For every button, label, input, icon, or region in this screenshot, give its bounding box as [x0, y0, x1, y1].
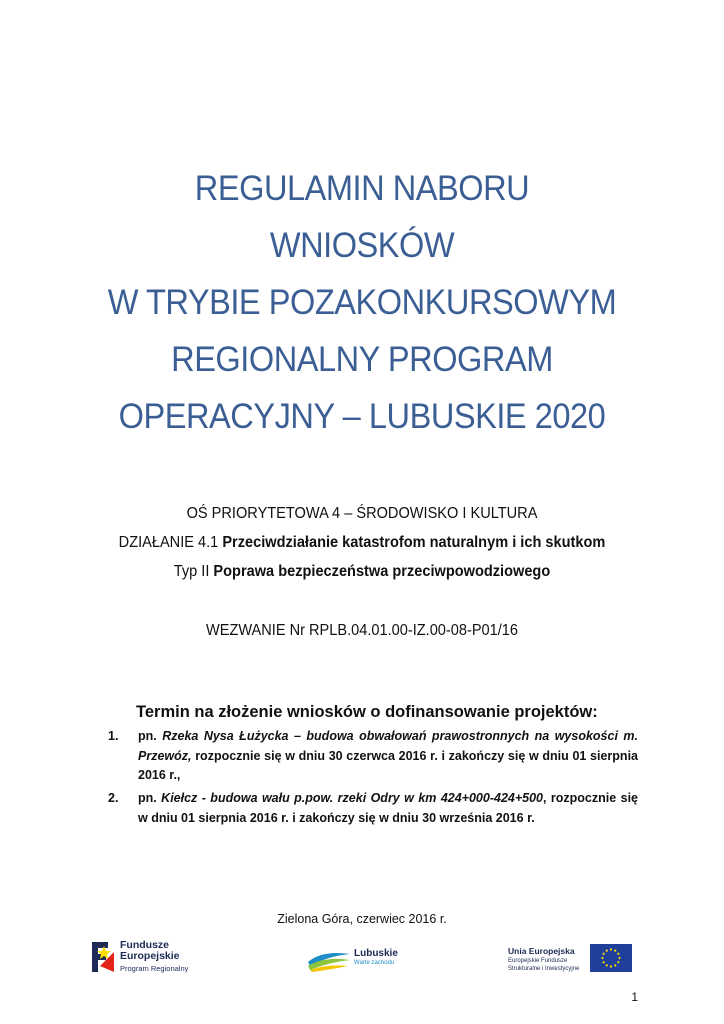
type-prefix: Typ II: [173, 563, 214, 580]
fundusze-europejskie-logo: [90, 938, 200, 978]
item-text: [138, 789, 638, 828]
eu-star-icon: [606, 950, 608, 952]
type-line: [22, 563, 703, 581]
eu-star-icon: [603, 961, 605, 963]
eu-line3: Strukturalne i Inwestycyjne: [508, 966, 580, 972]
eu-star-icon: [610, 965, 612, 967]
eu-star-icon: [614, 964, 616, 966]
eu-star-icon: [617, 953, 619, 955]
eu-flag-icon: [590, 944, 632, 972]
fe-line2: Europejskie: [120, 950, 180, 962]
lubuskie-logo: [306, 944, 406, 974]
eu-star-icon: [610, 948, 612, 950]
title-line: OPERACYJNY – LUBUSKIE 2020: [118, 397, 606, 436]
fe-line1: Fundusze: [120, 939, 169, 951]
eu-line2: Europejskie Fundusze: [508, 958, 568, 964]
item-project: Kiełcz - budowa wału p.pow. rzeki Odry w km 424+000-424+500: [161, 791, 544, 805]
document-title: [25, 160, 698, 445]
page-number: 1: [631, 990, 638, 1004]
eu-star-icon: [601, 957, 603, 959]
deadline-heading: Termin na złożenie wniosków o dofinansowanie projektów:: [136, 703, 598, 721]
action-prefix: DZIAŁANIE 4.1: [118, 534, 223, 551]
item-project: Rzeka Nysa Łużycka – budowa obwałowań prawostronnych na wysokości m. Przewóz,: [138, 729, 638, 763]
fe-star-icon: [90, 940, 116, 974]
title-line: REGIONALNY PROGRAM: [171, 340, 553, 379]
item-rest: rozpocznie się w dniu 30 czerwca 2016 r. i zakończy się w dniu 01 sierpnia 2016 r.,: [138, 748, 638, 782]
item-text: [138, 727, 638, 786]
eu-line1: Unia Europejska: [508, 946, 575, 956]
lubuskie-tagline: Warte zachodu: [354, 960, 395, 966]
call-number: WEZWANIE Nr RPLB.04.01.00-IZ.00-08-P01/16: [205, 622, 519, 639]
list-item: [108, 727, 638, 786]
footer-logos: [90, 938, 634, 978]
lubuskie-wave-icon: [306, 944, 352, 974]
item-prefix: pn.: [138, 791, 162, 805]
title-line: W TRYBIE POZAKONKURSOWYM: [107, 283, 617, 322]
action-name: Przeciwdziałanie katastrofom naturalnym i ich skutkom: [222, 534, 606, 551]
priority-axis: OŚ PRIORYTETOWA 4 – ŚRODOWISKO I KULTURA: [186, 505, 538, 522]
title-line: WNIOSKÓW: [269, 226, 455, 265]
fe-line3: Program Regionalny: [120, 964, 189, 973]
item-number: 1.: [108, 729, 119, 743]
title-line: REGULAMIN NABORU: [194, 169, 530, 208]
eu-star-icon: [618, 957, 620, 959]
place-date: Zielona Góra, czerwiec 2016 r.: [277, 912, 447, 926]
action-line: [22, 534, 703, 552]
eu-star-icon: [614, 950, 616, 952]
list-item: [108, 789, 638, 828]
lubuskie-name: Lubuskie: [354, 948, 398, 959]
unia-europejska-logo: [508, 938, 634, 978]
eu-star-icon: [603, 953, 605, 955]
eu-star-icon: [606, 964, 608, 966]
type-name: Poprawa bezpieczeństwa przeciwpowodziowego: [213, 563, 551, 580]
eu-star-icon: [617, 961, 619, 963]
item-rest: , rozpocznie się w dniu 01 sierpnia 2016 r. i zakończy się w dniu 30 września 2016 r.: [138, 791, 638, 825]
item-prefix: pn.: [138, 729, 163, 743]
item-number: 2.: [108, 791, 119, 805]
